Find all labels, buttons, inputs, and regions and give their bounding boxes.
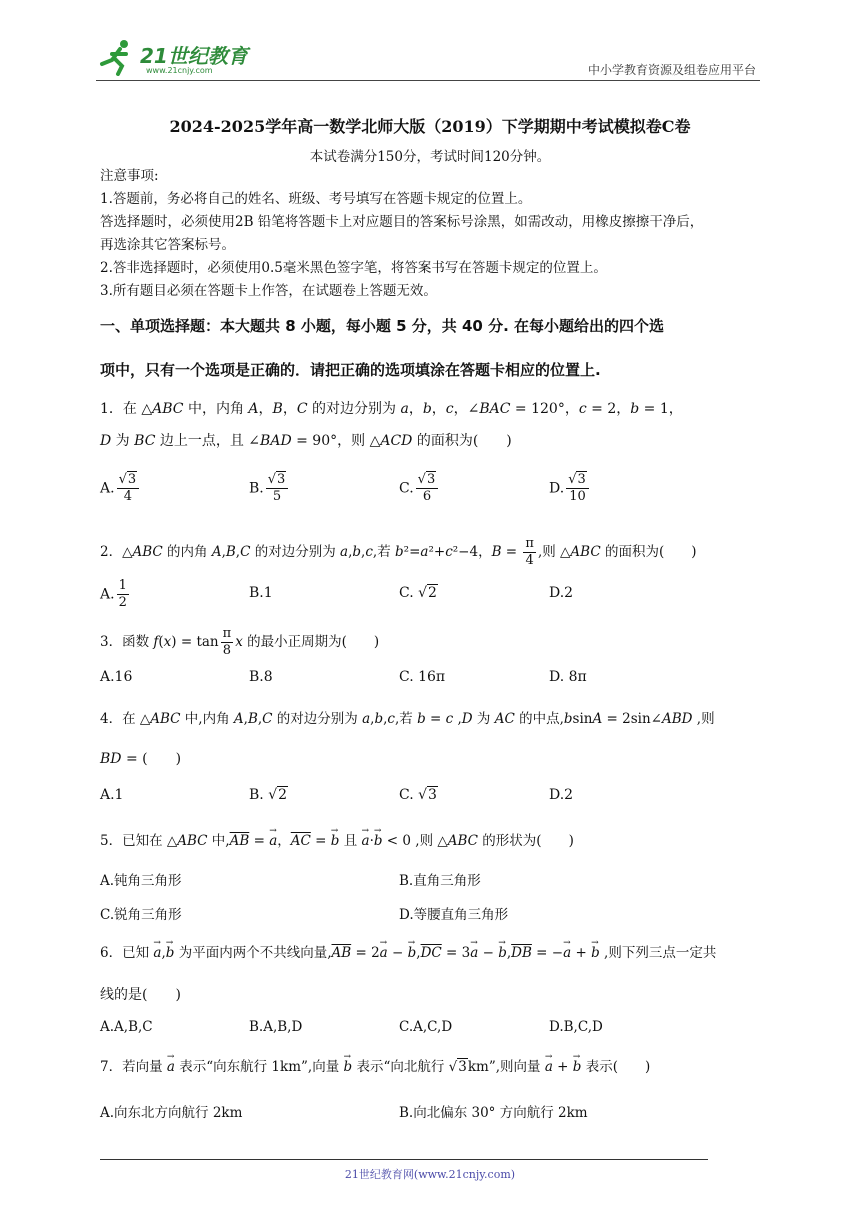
q5-option-c[interactable]: C.锐角三角形 (100, 907, 182, 923)
q1-option-d[interactable]: D. $\frac{√3}{10}$ (549, 472, 591, 505)
q6-option-c[interactable]: C.A,C,D (399, 1019, 453, 1035)
note-1c: 再选涂其它答案标号。 (100, 237, 235, 253)
q2-stem: 2．△ABC 的内角 A,B,C 的对边分别为 a,b,c,若 b²=a²+c²−4，B = $\frac{\pi}{4}$ ,则 △ABC 的面积为( ) (100, 536, 697, 568)
footer-rule (100, 1159, 708, 1160)
q4-option-b[interactable]: B. √2 (249, 787, 288, 803)
footer-link[interactable]: 21世纪教育网(www.21cnjy.com) (344, 1168, 516, 1181)
notes-heading: 注意事项: (100, 168, 159, 184)
q6-stem-line2: 线的是( ) (100, 987, 181, 1003)
note-1b: 答选择题时，必须使用2B 铅笔将答题卡上对应题目的答案标号涂黑，如需改动，用橡皮擦擦干净后， (100, 214, 704, 230)
q3-stem: 3．函数 f(x) = tan $\frac{\pi}{8}$ x 的最小正周期为( ) (100, 626, 380, 658)
q1-stem-line2: D 为 BC 边上一点，且 ∠BAD = 90°，则 △ACD 的面积为( ) (100, 433, 512, 449)
q6-option-d[interactable]: D.B,C,D (549, 1019, 603, 1035)
q5-option-d[interactable]: D.等腰直角三角形 (399, 907, 509, 923)
q7-option-b[interactable]: B.向北偏东 30° 方向航行 2km (399, 1105, 588, 1121)
q4-option-d[interactable]: D.2 (549, 787, 574, 803)
q2-option-c[interactable]: C. √2 (399, 585, 437, 601)
q3-option-c[interactable]: C. 16π (399, 669, 446, 685)
q7-stem: 7．若向量 → a 表示“向东航行 1km”,向量 → b 表示“向北航行 √3km”,则向量 → a + → b 表示( ) (100, 1056, 650, 1078)
page-title: 2024-2025学年高一数学北师大版（2019）下学期期中考试模拟卷C卷 (169, 117, 691, 136)
q7-option-a[interactable]: A.向东北方向航行 2km (100, 1105, 243, 1121)
q4-option-a[interactable]: A.1 (100, 787, 124, 803)
q5-stem: 5．已知在 △ABC 中$,\overline{AB}$ = → a，$\overline{AC}$ = → b 且 → a·→ b < 0 ,则 △ABC 的形状为( ) (100, 830, 574, 852)
note-3: 3.所有题目必须在答题卡上作答，在试题卷上答题无效。 (100, 283, 437, 299)
q1-stem-line1: 1．在 △ABC 中，内角 A，B，C 的对边分别为 a，b，c，∠BAC = 120°，c = 2，b = 1， (100, 401, 683, 417)
q1-option-a[interactable]: A. $\frac{√3}{4}$ (100, 472, 141, 505)
q1-option-b[interactable]: B. $\frac{√3}{5}$ (249, 472, 290, 505)
q2-option-d[interactable]: D.2 (549, 585, 574, 601)
runner-icon (96, 38, 136, 76)
q2-option-b[interactable]: B.1 (249, 585, 273, 601)
section-heading-line2: 项中，只有一个选项是正确的．请把正确的选项填涂在答题卡相应的位置上. (100, 361, 601, 379)
q6-option-a[interactable]: A.A,B,C (100, 1019, 153, 1035)
q4-stem-line1: 4．在 △ABC 中,内角 A,B,C 的对边分别为 a,b,c,若 b = c ,D 为 AC 的中点,bsinA = 2sin∠ABD ,则 (100, 711, 715, 727)
note-1: 1.答题前，务必将自己的姓名、班级、考号填写在答题卡规定的位置上。 (100, 191, 532, 207)
q1-option-c[interactable]: C. $\frac{√3}{6}$ (399, 472, 440, 505)
platform-name: 中小学教育资源及组卷应用平台 (587, 63, 756, 77)
logo (96, 38, 256, 78)
header-rule (96, 80, 760, 81)
q5-option-b[interactable]: B.直角三角形 (399, 873, 481, 889)
q6-stem-line1: 6．已知 → a,→ b 为平面内两个不共线向量$,\overline{AB} = 2\to a$ − → $b,\overline{DC} = 3\to a$ − → $b,\overline{DB}$ = −→ a + → b ,则下列三点一定共 (100, 942, 716, 964)
note-2: 2.答非选择题时，必须使用0.5毫米黑色签字笔，将答案书写在答题卡规定的位置上。 (100, 260, 607, 276)
q3-option-d[interactable]: D. 8π (549, 669, 587, 685)
q5-option-a[interactable]: A.钝角三角形 (100, 873, 182, 889)
section-heading-line1: 一、单项选择题：本大题共 8 小题，每小题 5 分，共 40 分. 在每小题给出的四个选 (100, 317, 665, 335)
logo-text: 21世纪教育 (140, 44, 248, 68)
q3-option-b[interactable]: B.8 (249, 669, 273, 685)
q4-option-c[interactable]: C. √3 (399, 787, 437, 803)
q6-option-b[interactable]: B.A,B,D (249, 1019, 303, 1035)
q3-option-a[interactable]: A.16 (100, 669, 133, 685)
subtitle: 本试卷满分150分，考试时间120分钟。 (309, 149, 551, 165)
logo-url: www.21cnjy.com (146, 66, 213, 75)
q4-stem-line2: BD = ( ) (100, 751, 182, 767)
q2-option-a[interactable]: A. $\frac{1}{2}$ (100, 578, 127, 610)
